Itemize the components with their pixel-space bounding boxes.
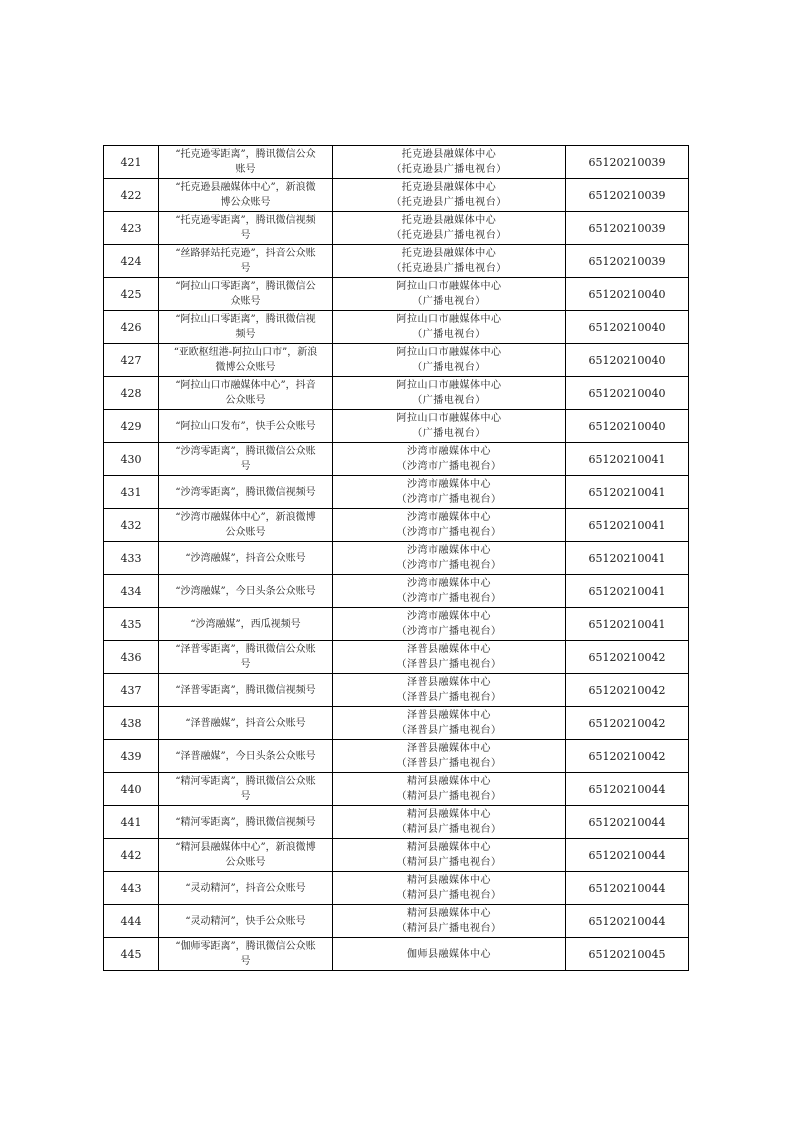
row-number: 433: [104, 542, 159, 575]
table-row: [104, 707, 689, 740]
license-code: 65120210042: [566, 641, 689, 674]
organization-line: （精河县广播电视台）: [396, 791, 502, 802]
organization-cell: [333, 443, 566, 476]
row-number: 428: [104, 377, 159, 410]
row-number: 427: [104, 344, 159, 377]
license-code: 65120210040: [566, 344, 689, 377]
table-row: [104, 938, 689, 971]
organization-line: （泽普县广播电视台）: [396, 692, 502, 703]
organization-line: （沙湾市广播电视台）: [396, 527, 502, 538]
account-name-cell: [159, 476, 333, 509]
organization-cell: [333, 146, 566, 179]
account-name-line: “灵动精河”，快手公众账号: [185, 915, 306, 927]
account-name-line: 号: [240, 230, 251, 241]
account-name-line: 号: [240, 659, 251, 670]
table-row: [104, 872, 689, 905]
account-name-cell: [159, 377, 333, 410]
organization-cell: [333, 179, 566, 212]
license-code: 65120210039: [566, 146, 689, 179]
account-name-cell: [159, 707, 333, 740]
table-row: [104, 410, 689, 443]
organization-cell: [333, 278, 566, 311]
account-name-line: “阿拉山口零距离”，腾讯微信视: [175, 314, 316, 325]
account-name-line: “泽普零距离”，腾讯微信公众账: [175, 644, 316, 655]
account-name-line: 公众账号: [225, 527, 266, 538]
organization-cell: [333, 245, 566, 278]
organization-line: （沙湾市广播电视台）: [396, 494, 502, 505]
organization-line: 伽师县融媒体中心: [407, 948, 491, 960]
organization-line: 精河县融媒体中心: [407, 875, 491, 886]
row-number: 432: [104, 509, 159, 542]
account-name-cell: [159, 905, 333, 938]
account-name-line: “沙湾融媒”，西瓜视频号: [190, 618, 301, 630]
organization-cell: [333, 377, 566, 410]
table-row: [104, 311, 689, 344]
license-code: 65120210039: [566, 212, 689, 245]
account-name-line: “泽普零距离”，腾讯微信视频号: [175, 684, 316, 696]
account-name-cell: [159, 773, 333, 806]
license-code: 65120210041: [566, 575, 689, 608]
organization-line: （托克逊县广播电视台）: [391, 230, 507, 241]
organization-cell: [333, 344, 566, 377]
table-row: [104, 674, 689, 707]
organization-line: 沙湾市融媒体中心: [407, 446, 491, 457]
organization-line: 阿拉山口市融媒体中心: [396, 347, 502, 358]
account-name-line: “托克逊县融媒体中心”，新浪微: [175, 182, 316, 193]
organization-line: （广播电视台）: [412, 329, 486, 340]
account-name-line: “精河零距离”，腾讯微信视频号: [175, 816, 316, 828]
account-name-line: 公众账号: [225, 857, 266, 868]
organization-line: （精河县广播电视台）: [396, 824, 502, 835]
organization-line: （泽普县广播电视台）: [396, 659, 502, 670]
organization-line: 泽普县融媒体中心: [407, 677, 491, 688]
row-number: 425: [104, 278, 159, 311]
organization-line: 阿拉山口市融媒体中心: [396, 281, 502, 292]
row-number: 423: [104, 212, 159, 245]
account-name-line: “泽普融媒”，今日头条公众账号: [175, 750, 316, 762]
organization-cell: [333, 410, 566, 443]
row-number: 435: [104, 608, 159, 641]
organization-line: （广播电视台）: [412, 362, 486, 373]
organization-line: （精河县广播电视台）: [396, 890, 502, 901]
organization-line: 泽普县融媒体中心: [407, 710, 491, 721]
table-row: [104, 608, 689, 641]
table-row: [104, 575, 689, 608]
account-name-line: “阿拉山口零距离”，腾讯微信公: [175, 281, 316, 292]
table-row: [104, 905, 689, 938]
account-name-cell: [159, 509, 333, 542]
table-row: [104, 509, 689, 542]
account-name-cell: [159, 872, 333, 905]
license-code: 65120210040: [566, 311, 689, 344]
account-name-cell: [159, 938, 333, 971]
organization-cell: [333, 740, 566, 773]
account-name-cell: [159, 740, 333, 773]
row-number: 442: [104, 839, 159, 872]
organization-line: （精河县广播电视台）: [396, 923, 502, 934]
account-name-line: “精河县融媒体中心”，新浪微博: [175, 842, 316, 853]
account-name-line: “沙湾市融媒体中心”，新浪微博: [175, 512, 316, 523]
account-name-cell: [159, 641, 333, 674]
table-row: [104, 641, 689, 674]
license-code: 65120210044: [566, 839, 689, 872]
row-number: 429: [104, 410, 159, 443]
row-number: 445: [104, 938, 159, 971]
row-number: 443: [104, 872, 159, 905]
organization-line: 精河县融媒体中心: [407, 908, 491, 919]
row-number: 439: [104, 740, 159, 773]
account-name-line: “亚欧枢纽港-阿拉山口市”，新浪: [173, 347, 318, 358]
account-name-line: 博公众账号: [220, 197, 271, 208]
account-name-line: “丝路驿站托克逊”，抖音公众账: [175, 248, 316, 259]
account-name-cell: [159, 311, 333, 344]
license-code: 65120210040: [566, 410, 689, 443]
organization-line: 托克逊县融媒体中心: [401, 182, 497, 193]
row-number: 440: [104, 773, 159, 806]
organization-line: 泽普县融媒体中心: [407, 644, 491, 655]
row-number: 431: [104, 476, 159, 509]
organization-line: 沙湾市融媒体中心: [407, 545, 491, 556]
table-row: [104, 476, 689, 509]
account-name-cell: [159, 575, 333, 608]
account-name-line: “阿拉山口发布”，快手公众账号: [175, 420, 316, 432]
account-name-cell: [159, 278, 333, 311]
account-name-cell: [159, 146, 333, 179]
account-name-line: 号: [240, 956, 251, 967]
organization-line: 阿拉山口市融媒体中心: [396, 380, 502, 391]
table-row: [104, 179, 689, 212]
account-name-line: “伽师零距离”，腾讯微信公众账: [175, 941, 316, 952]
organization-line: 精河县融媒体中心: [407, 809, 491, 820]
organization-line: （沙湾市广播电视台）: [396, 461, 502, 472]
license-code: 65120210041: [566, 542, 689, 575]
organization-line: 托克逊县融媒体中心: [401, 248, 497, 259]
table-row: [104, 542, 689, 575]
account-name-cell: [159, 410, 333, 443]
license-code: 65120210041: [566, 443, 689, 476]
account-name-cell: [159, 608, 333, 641]
organization-line: 沙湾市融媒体中心: [407, 611, 491, 622]
organization-cell: [333, 575, 566, 608]
license-code: 65120210044: [566, 872, 689, 905]
table-row: [104, 740, 689, 773]
organization-line: 泽普县融媒体中心: [407, 743, 491, 754]
organization-line: 阿拉山口市融媒体中心: [396, 413, 502, 424]
license-code: 65120210042: [566, 707, 689, 740]
account-name-line: 账号: [235, 164, 256, 175]
row-number: 436: [104, 641, 159, 674]
row-number: 444: [104, 905, 159, 938]
account-name-line: “阿拉山口市融媒体中心”，抖音: [175, 380, 316, 391]
table-row: [104, 443, 689, 476]
license-code: 65120210044: [566, 905, 689, 938]
row-number: 422: [104, 179, 159, 212]
account-name-line: 号: [240, 461, 251, 472]
account-name-cell: [159, 674, 333, 707]
organization-cell: [333, 905, 566, 938]
organization-cell: [333, 674, 566, 707]
account-name-line: 公众账号: [225, 395, 266, 406]
table-row: [104, 146, 689, 179]
license-code: 65120210040: [566, 377, 689, 410]
organization-line: （广播电视台）: [412, 296, 486, 307]
organization-line: （托克逊县广播电视台）: [391, 164, 507, 175]
row-number: 441: [104, 806, 159, 839]
organization-cell: [333, 311, 566, 344]
organization-cell: [333, 212, 566, 245]
organization-line: 沙湾市融媒体中心: [407, 512, 491, 523]
organization-line: 精河县融媒体中心: [407, 776, 491, 787]
organization-line: （托克逊县广播电视台）: [391, 263, 507, 274]
account-name-cell: [159, 212, 333, 245]
license-code: 65120210040: [566, 278, 689, 311]
account-name-line: “沙湾零距离”，腾讯微信公众账: [175, 446, 316, 457]
table-row: [104, 806, 689, 839]
account-name-cell: [159, 839, 333, 872]
organization-cell: [333, 608, 566, 641]
table-row: [104, 344, 689, 377]
account-name-cell: [159, 179, 333, 212]
organization-cell: [333, 476, 566, 509]
account-name-line: “托克逊零距离”，腾讯微信公众: [175, 149, 316, 160]
account-name-line: 微博公众账号: [215, 362, 276, 373]
organization-cell: [333, 839, 566, 872]
account-name-line: 号: [240, 791, 251, 802]
license-code: 65120210042: [566, 740, 689, 773]
account-name-cell: [159, 542, 333, 575]
organization-cell: [333, 773, 566, 806]
organization-line: （沙湾市广播电视台）: [396, 593, 502, 604]
table-row: [104, 212, 689, 245]
registry-table: [103, 145, 689, 971]
account-name-line: “精河零距离”，腾讯微信公众账: [175, 776, 316, 787]
organization-cell: [333, 641, 566, 674]
account-name-cell: [159, 245, 333, 278]
organization-cell: [333, 707, 566, 740]
license-code: 65120210044: [566, 773, 689, 806]
table-row: [104, 377, 689, 410]
table-row: [104, 245, 689, 278]
organization-cell: [333, 542, 566, 575]
organization-line: 精河县融媒体中心: [407, 842, 491, 853]
account-name-line: 众账号: [230, 296, 261, 307]
account-name-cell: [159, 806, 333, 839]
organization-cell: [333, 872, 566, 905]
account-name-cell: [159, 443, 333, 476]
license-code: 65120210042: [566, 674, 689, 707]
organization-line: 沙湾市融媒体中心: [407, 578, 491, 589]
account-name-line: 频号: [235, 329, 256, 340]
license-code: 65120210039: [566, 245, 689, 278]
row-number: 430: [104, 443, 159, 476]
organization-line: （精河县广播电视台）: [396, 857, 502, 868]
license-code: 65120210044: [566, 806, 689, 839]
table-row: [104, 839, 689, 872]
row-number: 437: [104, 674, 159, 707]
license-code: 65120210039: [566, 179, 689, 212]
row-number: 434: [104, 575, 159, 608]
organization-line: （沙湾市广播电视台）: [396, 626, 502, 637]
organization-line: 沙湾市融媒体中心: [407, 479, 491, 490]
license-code: 65120210041: [566, 608, 689, 641]
organization-line: 托克逊县融媒体中心: [401, 215, 497, 226]
account-name-line: “泽普融媒”，抖音公众账号: [185, 717, 306, 729]
account-name-line: “沙湾融媒”，今日头条公众账号: [175, 585, 316, 597]
account-name-line: “灵动精河”，抖音公众账号: [185, 882, 306, 894]
organization-line: （广播电视台）: [412, 395, 486, 406]
organization-line: 阿拉山口市融媒体中心: [396, 314, 502, 325]
account-name-line: “托克逊零距离”，腾讯微信视频: [175, 215, 316, 226]
row-number: 421: [104, 146, 159, 179]
account-name-line: “沙湾零距离”，腾讯微信视频号: [175, 486, 316, 498]
account-name-line: “沙湾融媒”，抖音公众账号: [185, 552, 306, 564]
organization-line: （泽普县广播电视台）: [396, 758, 502, 769]
row-number: 426: [104, 311, 159, 344]
row-number: 438: [104, 707, 159, 740]
license-code: 65120210041: [566, 509, 689, 542]
organization-line: （泽普县广播电视台）: [396, 725, 502, 736]
row-number: 424: [104, 245, 159, 278]
table-row: [104, 278, 689, 311]
organization-line: （沙湾市广播电视台）: [396, 560, 502, 571]
organization-line: 托克逊县融媒体中心: [401, 149, 497, 160]
organization-cell: [333, 806, 566, 839]
organization-line: （广播电视台）: [412, 428, 486, 439]
license-code: 65120210041: [566, 476, 689, 509]
organization-cell: [333, 509, 566, 542]
registry-table-body: [104, 146, 689, 971]
organization-cell: [333, 938, 566, 971]
license-code: 65120210045: [566, 938, 689, 971]
account-name-cell: [159, 344, 333, 377]
table-row: [104, 773, 689, 806]
account-name-line: 号: [240, 263, 251, 274]
organization-line: （托克逊县广播电视台）: [391, 197, 507, 208]
